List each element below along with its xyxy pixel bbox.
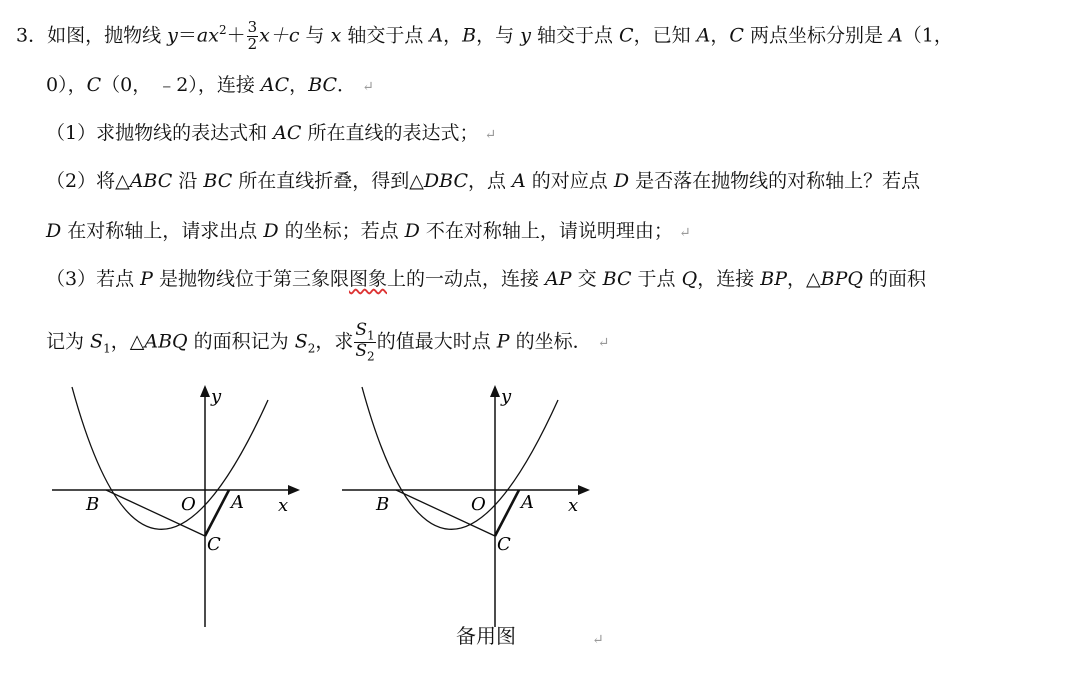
y-axis-arrow-icon (200, 385, 210, 397)
label-c: C (497, 534, 511, 555)
fraction-denominator: 2 (247, 34, 258, 53)
text: （1， (902, 24, 953, 47)
var: S (355, 320, 368, 340)
var: P (496, 330, 510, 353)
segment-ac (205, 490, 229, 536)
text: （2）将△ (46, 170, 130, 192)
part-3-line-2 (46, 322, 609, 363)
text: ， (710, 24, 730, 47)
text: 交 (571, 268, 603, 290)
fraction-numerator (354, 322, 375, 343)
text: 所在直线的表达式； (301, 122, 479, 144)
text: 的值最大时点 (376, 330, 497, 353)
text: 0）， (46, 74, 87, 96)
return-mark-icon: ↵ (597, 335, 610, 352)
segment-ac (495, 490, 519, 536)
text: 的面积记为 (187, 330, 295, 353)
var: BPQ (820, 268, 863, 290)
var: BC (203, 170, 233, 192)
part-2-line-1 (46, 172, 920, 191)
subscript: 2 (367, 349, 375, 364)
subscript: 1 (103, 341, 111, 356)
var: C (86, 74, 102, 96)
return-mark-icon: ↵ (362, 79, 374, 95)
x-axis-arrow-icon (578, 485, 590, 495)
exponent: 2 (218, 22, 227, 37)
fraction-numerator: 3 (247, 18, 258, 36)
var: D (404, 220, 420, 242)
var: A (512, 170, 526, 192)
var: A (696, 24, 711, 47)
var: A (429, 24, 444, 47)
text: 的坐标；若点 (278, 220, 405, 242)
problem-number: 3 (16, 24, 29, 47)
part-1 (46, 124, 496, 143)
var: AC (273, 122, 302, 144)
return-mark-icon: ↵ (484, 127, 497, 143)
text: 的面积 (862, 268, 926, 290)
problem-line-2 (46, 76, 374, 95)
text: 的坐标． (509, 330, 592, 353)
subscript: 2 (307, 341, 316, 356)
label-o: O (181, 494, 196, 515)
text: ，已知 (633, 24, 697, 47)
text: 是抛物线位于第三象限 (152, 268, 349, 290)
label-a: A (521, 492, 534, 513)
text: ，点 (467, 170, 513, 192)
return-mark-icon: ↵ (678, 225, 691, 241)
var: AC (260, 74, 290, 96)
var: y (520, 24, 531, 47)
part-3-line-1 (46, 270, 926, 289)
text: 是否落在抛物线的对称轴上？若点 (629, 170, 921, 192)
x-axis-arrow-icon (288, 485, 300, 495)
text: 于点 (631, 268, 682, 290)
var: C (619, 24, 634, 47)
text: ，与 (476, 24, 521, 47)
fraction-3-2 (247, 20, 259, 53)
fraction-s1-s2 (354, 322, 375, 363)
var: C (729, 24, 744, 47)
text: （0， ﹣2），连接 (101, 74, 261, 96)
var: S (355, 340, 368, 361)
var: S (90, 330, 104, 353)
text: ＝ (177, 24, 197, 47)
label-c: C (207, 534, 221, 555)
text: 记为 (46, 330, 91, 353)
parabola-figure-main (48, 375, 308, 635)
spellcheck-underlined-text: 图象 (348, 268, 387, 290)
label-y: y (501, 386, 512, 407)
label-b: B (376, 494, 390, 515)
text: （1）求抛物线的表达式和 (46, 122, 274, 144)
text: ， (443, 24, 463, 47)
part-2-line-2 (46, 222, 691, 241)
text: 两点坐标分别是 (743, 24, 889, 47)
var: ABQ (144, 330, 188, 353)
var: S (294, 330, 308, 353)
text: 所在直线折叠，得到△ (232, 170, 424, 192)
parabola-figure-backup (338, 375, 598, 635)
var: B (462, 24, 477, 47)
label-b: B (86, 494, 100, 515)
text: 上的一动点，连接 (387, 268, 546, 290)
label-y: y (211, 386, 222, 407)
text: ， (289, 74, 309, 96)
text: 与 (299, 24, 331, 47)
text: （3）若点 (46, 268, 141, 290)
text: ，△ (110, 330, 145, 353)
var-x: x (259, 24, 270, 47)
text: 不在对称轴上，请说明理由； (419, 220, 673, 242)
problem-line-1 (16, 20, 953, 53)
var: D (46, 220, 62, 242)
var-ax: ax (196, 24, 219, 47)
label-x: x (278, 495, 289, 516)
text: ，连接 (697, 268, 761, 290)
label-a: A (231, 492, 244, 513)
var-y: y (167, 24, 178, 47)
y-axis-arrow-icon (490, 385, 500, 397)
label-o: O (471, 494, 486, 515)
var: ABC (129, 170, 173, 192)
text: 沿 (172, 170, 204, 192)
var: BC (602, 268, 632, 290)
text: 轴交于点 (530, 24, 620, 47)
subscript: 1 (367, 328, 375, 343)
var: x (330, 24, 342, 47)
text: 的对应点 (525, 170, 614, 192)
var: D (263, 220, 279, 242)
figure-caption: 备用图 (456, 624, 516, 648)
text: ，△ (786, 268, 821, 290)
var-c: ＋c (269, 24, 300, 47)
text: ．如图，抛物线 (28, 24, 168, 47)
var: BP (760, 268, 787, 290)
text: ＋ (226, 24, 246, 47)
text: ． (337, 74, 357, 96)
text: 轴交于点 (341, 24, 430, 47)
var: Q (681, 268, 698, 290)
var: DBC (423, 170, 468, 192)
var: D (613, 170, 630, 192)
text: 在对称轴上，请求出点 (61, 220, 264, 242)
var: P (140, 268, 153, 290)
fraction-denominator (354, 340, 375, 364)
label-x: x (568, 495, 579, 516)
var: BC (308, 74, 338, 96)
text: ，求 (315, 330, 354, 353)
return-mark-icon: ↵ (592, 632, 604, 648)
var: AP (545, 268, 572, 290)
var: A (889, 24, 903, 47)
